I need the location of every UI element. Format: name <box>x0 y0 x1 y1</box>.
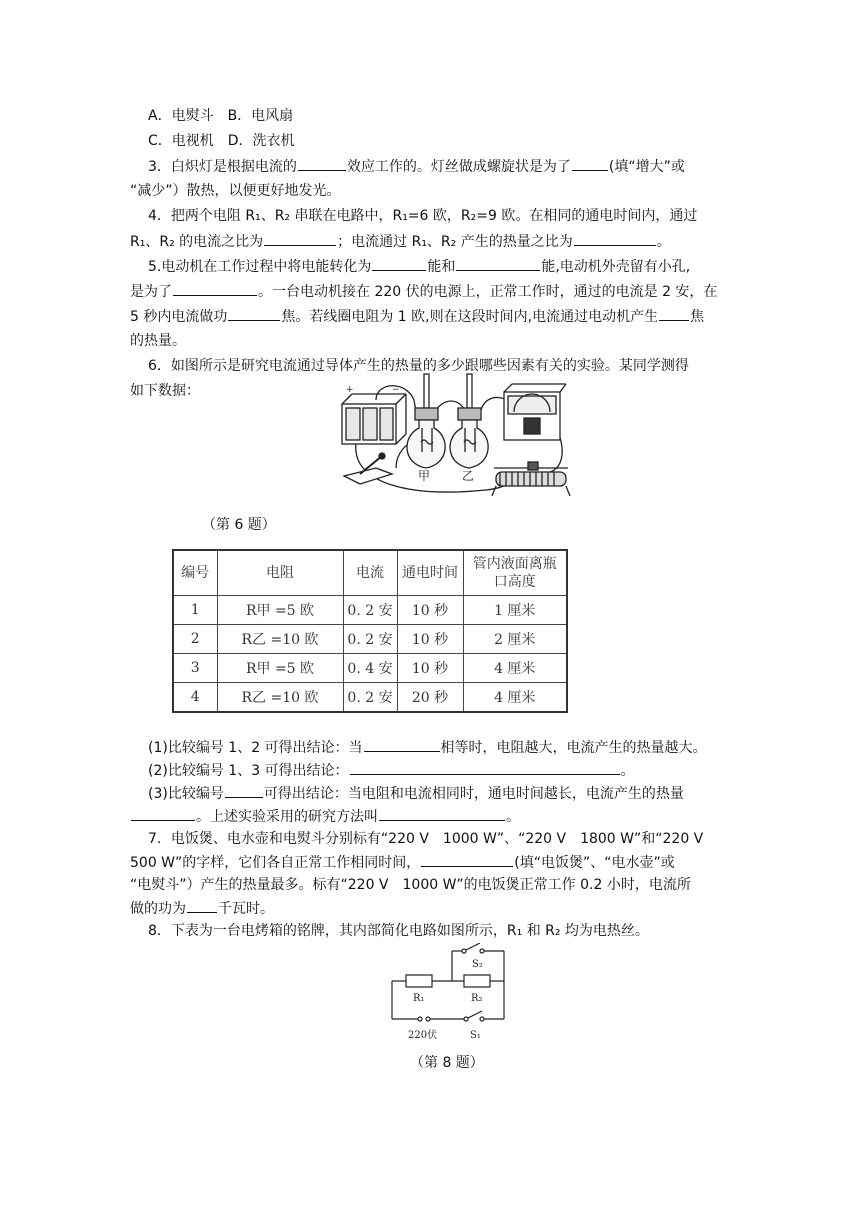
circuit-diagram <box>386 943 514 1043</box>
switch-s1-label: S₁ <box>470 1030 481 1041</box>
table-cell: 10 秒 <box>397 654 463 683</box>
answer-blank[interactable] <box>379 806 505 821</box>
table-header-row <box>173 550 567 596</box>
answer-blank[interactable] <box>264 231 336 246</box>
switch-s2-label: S₂ <box>472 959 483 970</box>
bottle-label-jia: 甲 <box>418 469 431 483</box>
table-cell: 20 秒 <box>397 683 463 713</box>
answer-blank[interactable] <box>228 306 280 321</box>
table-cell: 1 厘米 <box>463 596 567 625</box>
answer-blank[interactable] <box>574 231 656 246</box>
table-row <box>173 683 567 713</box>
column-header: 电流 <box>343 550 397 596</box>
column-header: 管内液面离瓶口高度 <box>463 550 567 596</box>
table-cell: 3 <box>173 654 217 683</box>
voltage-label: 220伏 <box>408 1030 438 1041</box>
table-cell: 0. 2 安 <box>343 625 397 654</box>
table-cell: R甲 =5 欧 <box>217 654 343 683</box>
table-cell: 2 厘米 <box>463 625 567 654</box>
table-cell: R甲 =5 欧 <box>217 596 343 625</box>
table-cell: 10 秒 <box>397 596 463 625</box>
svg-text:+: + <box>346 385 354 395</box>
q7-line-3: “电熨斗”）产生的热量最多。标有“220 V 1000 W”的电饭煲正常工作 0.2 小时，电流所 <box>130 877 691 893</box>
answer-blank[interactable] <box>456 256 540 271</box>
q6-sub-2: (2)比较编号 1、3 可得出结论： 。 <box>148 760 635 781</box>
figure-6-caption: （第 6 题） <box>202 517 276 533</box>
q3-line-1: 3．白炽灯是根据电流的 效应工作的。灯丝做成螺旋状是为了 (填“增大”或 <box>148 156 685 177</box>
q5-line-1: 5.电动机在工作过程中将电能转化为 能和 能,电动机外壳留有小孔, <box>148 256 690 277</box>
answer-blank[interactable] <box>659 306 689 321</box>
q8-line-1: 8．下表为一台电烤箱的铭牌，其内部简化电路如图所示，R₁ 和 R₂ 均为电热丝。 <box>148 923 649 939</box>
q7-line-2: 500 W”的字样，它们各自正常工作相同时间， (填“电饭煲”、“电水壶”或 <box>130 852 675 873</box>
table-cell: 4 厘米 <box>463 683 567 713</box>
option-row-ab: A．电熨斗 B．电风扇 <box>148 108 294 124</box>
q4-line-1: 4．把两个电阻 R₁、R₂ 串联在电路中，R₁=6 欧，R₂=9 欧。在相同的通电时间内，通过 <box>148 208 698 224</box>
q5-line-4: 的热量。 <box>130 333 186 349</box>
answer-blank[interactable] <box>572 156 608 171</box>
q7-line-1: 7．电饭煲、电水壶和电熨斗分别标有“220 V 1000 W”、“220 V 1800 W”和“220 V <box>148 831 704 847</box>
answer-blank[interactable] <box>372 256 426 271</box>
resistor-r1-label: R₁ <box>413 993 425 1004</box>
column-header: 编号 <box>173 550 217 596</box>
answer-blank[interactable] <box>173 281 257 296</box>
q5-line-2: 是为了 。一台电动机接在 220 伏的电源上，正常工作时，通过的电流是 2 安，在 <box>130 281 717 302</box>
q3-line-2: “减少”）散热，以便更好地发光。 <box>130 183 341 199</box>
table-cell: 0. 2 安 <box>343 596 397 625</box>
experiment-apparatus-figure <box>336 372 576 504</box>
table-cell: 10 秒 <box>397 625 463 654</box>
table-row <box>173 625 567 654</box>
q6-sub-3: (3)比较编号 可得出结论：当电阻和电流相同时，通电时间越长，电流产生的热量 <box>148 783 684 804</box>
experiment-data-table <box>172 549 568 713</box>
answer-blank[interactable] <box>225 783 263 798</box>
answer-blank[interactable] <box>350 760 620 775</box>
figure-8-caption: （第 8 题） <box>410 1055 484 1071</box>
table-row <box>173 596 567 625</box>
answer-blank[interactable] <box>298 156 346 171</box>
q6-sub-1: (1)比较编号 1、2 可得出结论：当 相等时，电阻越大，电流产生的热量越大。 <box>148 737 707 758</box>
resistor-r2-label: R₂ <box>471 993 483 1004</box>
table-cell: 4 <box>173 683 217 713</box>
q4-line-2: R₁、R₂ 的电流之比为 ；电流通过 R₁、R₂ 产生的热量之比为 。 <box>130 231 671 252</box>
table-cell: R乙 =10 欧 <box>217 625 343 654</box>
answer-blank[interactable] <box>421 852 513 867</box>
answer-blank[interactable] <box>364 737 440 752</box>
column-header: 通电时间 <box>397 550 463 596</box>
table-cell: 0. 2 安 <box>343 683 397 713</box>
svg-text:−: − <box>392 385 400 395</box>
table-cell: 4 厘米 <box>463 654 567 683</box>
option-row-cd: C．电视机 D．洗衣机 <box>148 133 295 149</box>
answer-blank[interactable] <box>187 898 217 913</box>
q7-line-4: 做的功为 千瓦时。 <box>130 898 274 919</box>
table-row <box>173 654 567 683</box>
column-header: 电阻 <box>217 550 343 596</box>
q6-line-1: 6．如图所示是研究电流通过导体产生的热量的多少跟哪些因素有关的实验。某同学测得 <box>148 358 689 374</box>
table-cell: R乙 =10 欧 <box>217 683 343 713</box>
q6-sub-3-cont: 。上述实验采用的研究方法叫 。 <box>130 806 520 827</box>
table-cell: 0. 4 安 <box>343 654 397 683</box>
answer-blank[interactable] <box>131 806 195 821</box>
q6-line-2: 如下数据： <box>130 383 200 399</box>
table-cell: 1 <box>173 596 217 625</box>
q5-line-3: 5 秒内电流做功 焦。若线圈电阻为 1 欧,则在这段时间内,电流通过电动机产生 焦 <box>130 306 704 327</box>
bottle-label-yi: 乙 <box>462 469 475 483</box>
table-cell: 2 <box>173 625 217 654</box>
